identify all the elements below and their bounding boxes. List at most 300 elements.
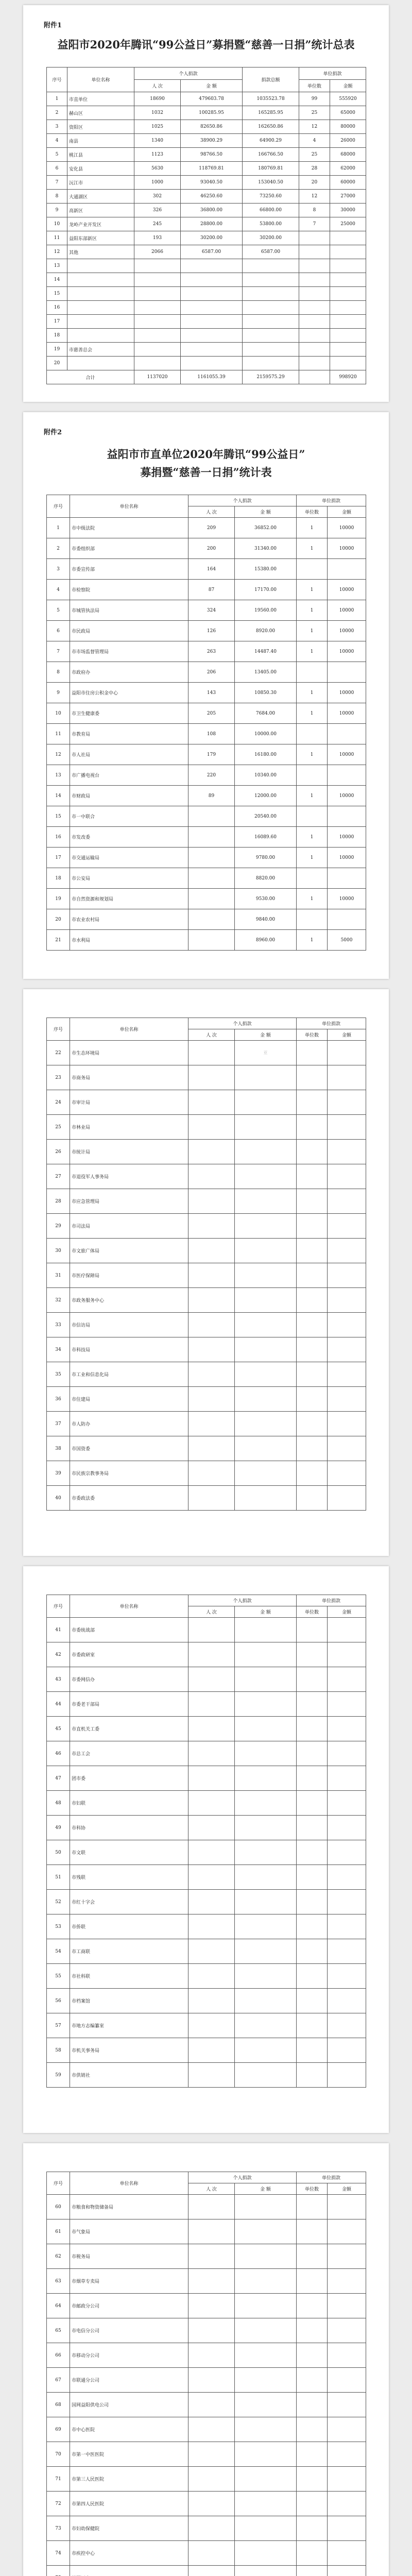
row-unit-name: 国网益阳供电公司 <box>70 2393 188 2417</box>
row-seq: 25 <box>47 1115 70 1140</box>
row-amount <box>235 2244 297 2269</box>
row-amount <box>235 1618 297 1642</box>
row-unit-count <box>297 1717 328 1741</box>
table-row <box>47 148 366 162</box>
row-amount: 100285.95 <box>181 106 243 120</box>
row-unit-count <box>297 2269 328 2294</box>
table-row <box>47 1766 366 1791</box>
row-unit-amount <box>328 2269 366 2294</box>
table-row <box>47 1436 366 1461</box>
row-amount <box>181 329 243 343</box>
row-count <box>188 1313 235 1337</box>
table-row <box>47 2318 366 2343</box>
row-unit-count <box>297 909 328 930</box>
table-row <box>47 827 366 848</box>
row-unit-amount: 10000 <box>328 744 366 765</box>
row-count: 89 <box>188 786 235 806</box>
col-unit: 单位名称 <box>70 2172 188 2195</box>
row-unit-amount <box>330 343 366 357</box>
row-seq: 57 <box>47 2013 70 2038</box>
row-unit-amount: 68000 <box>330 148 366 162</box>
row-unit-amount: 25000 <box>330 217 366 231</box>
row-amount <box>235 1865 297 1890</box>
row-seq: 46 <box>47 1741 70 1766</box>
col-seq: 序号 <box>47 1018 70 1041</box>
row-unit-name: 市委统战部 <box>70 1618 188 1642</box>
row-count <box>188 1041 235 1065</box>
row-unit-count <box>297 1387 328 1412</box>
row-total <box>243 343 299 357</box>
row-unit-amount <box>328 1914 366 1939</box>
total-unit-count <box>299 370 330 384</box>
row-seq: 27 <box>47 1164 70 1189</box>
row-amount <box>235 1288 297 1313</box>
col-unit-donation: 单位捐款 <box>297 2172 366 2183</box>
row-unit-name: 市委宣传部 <box>70 559 188 580</box>
table-row <box>47 2467 366 2492</box>
row-unit-count <box>297 1214 328 1239</box>
row-seq: 14 <box>47 786 70 806</box>
row-unit-count <box>297 2566 328 2576</box>
row-unit-count <box>297 2343 328 2368</box>
row-count <box>188 2038 235 2063</box>
row-unit-name: 市林业局 <box>70 1115 188 1140</box>
table-row <box>47 1964 366 1989</box>
row-amount <box>235 1263 297 1288</box>
row-unit-name: 市一中联合 <box>70 806 188 827</box>
row-amount <box>235 2516 297 2541</box>
row-seq: 31 <box>47 1263 70 1288</box>
row-amount <box>235 1766 297 1791</box>
row-unit-count <box>297 1692 328 1717</box>
row-amount: 82650.86 <box>181 120 243 134</box>
table-row <box>47 1041 366 1065</box>
row-amount <box>235 2541 297 2566</box>
table-row <box>47 162 366 176</box>
row-unit-amount: 10000 <box>328 538 366 559</box>
row-unit-count <box>297 1239 328 1263</box>
row-count <box>188 1642 235 1667</box>
row-unit-name <box>67 301 134 315</box>
row-count <box>188 848 235 868</box>
table-row <box>47 1890 366 1914</box>
row-count: 179 <box>188 744 235 765</box>
row-unit-name: 市直单位 <box>67 92 134 106</box>
col-unit-amount: 金额 <box>328 1606 366 1618</box>
col-amount: 金 额 <box>235 2183 297 2195</box>
table-row <box>47 806 366 827</box>
row-count <box>188 1791 235 1816</box>
table-row <box>47 120 366 134</box>
row-amount: 20540.00 <box>235 806 297 827</box>
row-count: 108 <box>188 724 235 744</box>
row-seq: 19 <box>47 343 67 357</box>
row-count <box>188 1115 235 1140</box>
table-row <box>47 287 366 301</box>
row-unit-name: 市交通运输局 <box>70 848 188 868</box>
row-unit-count <box>297 765 328 786</box>
units-table <box>46 1595 366 2088</box>
row-unit-name: 市烟草专卖局 <box>70 2269 188 2294</box>
row-amount <box>235 1140 297 1164</box>
table-row <box>47 518 366 538</box>
row-seq: 36 <box>47 1387 70 1412</box>
row-amount: 13405.00 <box>235 662 297 683</box>
row-unit-name: 市委组织部 <box>70 538 188 559</box>
row-unit-amount <box>328 1412 366 1436</box>
table-row <box>47 245 366 259</box>
row-unit-count <box>297 2467 328 2492</box>
row-unit-amount: 10000 <box>328 641 366 662</box>
row-amount <box>235 2195 297 2219</box>
table-row <box>47 703 366 724</box>
row-unit-name: 市地方志编纂室 <box>70 2013 188 2038</box>
col-unit-donation: 单位捐款 <box>297 1595 366 1606</box>
row-count <box>188 2219 235 2244</box>
row-unit-name: 市机关事务局 <box>70 2038 188 2063</box>
row-unit-amount <box>328 1939 366 1964</box>
row-unit-name: 市广播电视台 <box>70 765 188 786</box>
row-total: 64900.29 <box>243 134 299 148</box>
row-seq: 21 <box>47 930 70 951</box>
row-unit-count <box>297 2038 328 2063</box>
row-unit-name: 市司法局 <box>70 1214 188 1239</box>
table-row <box>47 641 366 662</box>
row-seq: 8 <box>47 662 70 683</box>
row-seq: 28 <box>47 1189 70 1214</box>
row-seq: 68 <box>47 2393 70 2417</box>
row-unit-amount: 30000 <box>330 204 366 217</box>
row-seq: 52 <box>47 1890 70 1914</box>
row-seq: 18 <box>47 868 70 889</box>
row-seq: 1 <box>47 518 70 538</box>
row-unit-name: 桃江县 <box>67 148 134 162</box>
row-unit-amount <box>328 724 366 744</box>
row-seq: 7 <box>47 176 67 190</box>
row-unit-name <box>67 357 134 370</box>
row-unit-amount <box>330 315 366 329</box>
row-unit-amount <box>328 2417 366 2442</box>
table-row <box>47 2294 366 2318</box>
row-seq: 35 <box>47 1362 70 1387</box>
table-row <box>47 2269 366 2294</box>
col-unit-count: 单位数 <box>297 1029 328 1041</box>
row-unit-name <box>67 329 134 343</box>
row-unit-amount <box>328 1791 366 1816</box>
row-unit-count <box>297 1041 328 1065</box>
row-unit-name: 市生态环境局 <box>70 1041 188 1065</box>
row-seq: 9 <box>47 204 67 217</box>
row-seq: 16 <box>47 301 67 315</box>
row-seq: 56 <box>47 1989 70 2013</box>
row-total: 166766.50 <box>243 148 299 162</box>
row-unit-count <box>297 1865 328 1890</box>
table-row <box>47 106 366 120</box>
page-5 <box>23 2143 389 2576</box>
row-amount <box>235 1090 297 1115</box>
row-amount <box>235 1840 297 1865</box>
row-seq: 67 <box>47 2368 70 2393</box>
row-amount: 31340.00 <box>235 538 297 559</box>
col-unit-donation: 单位捐款 <box>297 495 366 506</box>
row-unit-amount <box>328 1288 366 1313</box>
row-count: 220 <box>188 765 235 786</box>
row-unit-amount <box>328 2318 366 2343</box>
table-row <box>47 1667 366 1692</box>
row-count <box>188 868 235 889</box>
row-unit-amount <box>328 1337 366 1362</box>
row-count <box>188 2195 235 2219</box>
row-seq: 30 <box>47 1239 70 1263</box>
row-seq: 3 <box>47 120 67 134</box>
row-unit-count <box>297 868 328 889</box>
row-unit-name: 市自然资源和规划局 <box>70 889 188 909</box>
row-amount: 9780.00 <box>235 848 297 868</box>
table-row <box>47 1840 366 1865</box>
row-unit-amount <box>328 662 366 683</box>
table-row <box>47 301 366 315</box>
row-amount: 12000.00 <box>235 786 297 806</box>
row-amount <box>235 2294 297 2318</box>
row-seq: 18 <box>47 329 67 343</box>
row-count <box>134 259 181 273</box>
col-unit: 单位名称 <box>70 1018 188 1041</box>
table-row <box>47 889 366 909</box>
row-unit-amount: 60000 <box>330 176 366 190</box>
row-unit-amount <box>328 1189 366 1214</box>
row-seq <box>47 2566 70 2576</box>
row-amount <box>181 259 243 273</box>
col-unit: 单位名称 <box>70 1595 188 1618</box>
row-amount: 8820.00 <box>235 868 297 889</box>
row-count <box>188 930 235 951</box>
row-unit-amount: 5000 <box>328 930 366 951</box>
row-seq: 62 <box>47 2244 70 2269</box>
table-row <box>47 92 366 106</box>
row-unit-name: 市人社局 <box>70 744 188 765</box>
col-seq: 序号 <box>47 495 70 518</box>
row-amount: 98766.50 <box>181 148 243 162</box>
row-total: 153040.50 <box>243 176 299 190</box>
table-row <box>47 1989 366 2013</box>
row-count: 18690 <box>134 92 181 106</box>
row-unit-count <box>297 1486 328 1511</box>
row-unit-count <box>297 662 328 683</box>
table-row <box>47 909 366 930</box>
row-unit-count <box>297 1090 328 1115</box>
row-count <box>188 1741 235 1766</box>
row-count: 206 <box>188 662 235 683</box>
row-unit-name: 市粮食和物资储备局 <box>70 2195 188 2219</box>
table-row <box>47 2566 366 2576</box>
row-seq: 43 <box>47 1667 70 1692</box>
row-seq: 45 <box>47 1717 70 1741</box>
row-total <box>243 329 299 343</box>
table-row <box>47 2038 366 2063</box>
row-total: 30200.00 <box>243 231 299 245</box>
row-seq: 6 <box>47 621 70 641</box>
row-count <box>134 329 181 343</box>
row-seq: 17 <box>47 315 67 329</box>
table-row <box>47 134 366 148</box>
row-amount <box>235 2063 297 2088</box>
table-row <box>47 2195 366 2219</box>
table-row <box>47 1461 366 1486</box>
col-unit-count: 单位数 <box>297 2183 328 2195</box>
table-row <box>47 259 366 273</box>
row-unit-amount: 555920 <box>330 92 366 106</box>
row-seq: 5 <box>47 600 70 621</box>
table-row <box>47 1214 366 1239</box>
row-seq: 50 <box>47 1840 70 1865</box>
page-4 <box>23 1566 389 2133</box>
row-unit-count <box>297 1263 328 1288</box>
table-row <box>47 315 366 329</box>
row-unit-count <box>299 315 330 329</box>
row-seq: 2 <box>47 106 67 120</box>
row-unit-count: 1 <box>297 641 328 662</box>
summary-body <box>47 92 366 384</box>
row-count <box>188 1412 235 1436</box>
row-unit-count <box>299 357 330 370</box>
row-unit-name: 市委政研室 <box>70 1642 188 1667</box>
row-amount: 36800.00 <box>181 204 243 217</box>
table-row <box>47 1717 366 1741</box>
row-total: 73250.60 <box>243 190 299 204</box>
row-unit-count <box>297 1642 328 1667</box>
row-unit-amount <box>328 1667 366 1692</box>
row-unit-amount <box>328 1618 366 1642</box>
row-unit-name: 市财政局 <box>70 786 188 806</box>
col-amount: 金 额 <box>235 506 297 518</box>
row-unit-count <box>297 2442 328 2467</box>
row-unit-count <box>297 1816 328 1840</box>
row-unit-amount <box>328 1387 366 1412</box>
row-unit-amount <box>328 765 366 786</box>
table-row <box>47 683 366 703</box>
row-count <box>188 2063 235 2088</box>
row-seq: 69 <box>47 2417 70 2442</box>
row-count <box>188 1461 235 1486</box>
row-seq: 49 <box>47 1816 70 1840</box>
row-unit-amount: 10000 <box>328 600 366 621</box>
row-amount <box>235 1667 297 1692</box>
row-seq: 65 <box>47 2318 70 2343</box>
row-count: 205 <box>188 703 235 724</box>
row-unit-count <box>299 329 330 343</box>
row-unit-amount <box>328 1741 366 1766</box>
row-unit-name: 市水利局 <box>70 930 188 951</box>
row-unit-count <box>297 2393 328 2417</box>
row-seq: 51 <box>47 1865 70 1890</box>
row-unit-amount: 10000 <box>328 786 366 806</box>
row-seq: 72 <box>47 2492 70 2516</box>
row-unit-amount <box>328 1263 366 1288</box>
row-unit-count <box>297 1189 328 1214</box>
col-personal: 个人捐款 <box>188 2172 297 2183</box>
row-unit-amount <box>328 806 366 827</box>
row-count <box>188 1065 235 1090</box>
table-row <box>47 1239 366 1263</box>
row-unit-count: 1 <box>297 827 328 848</box>
row-seq: 63 <box>47 2269 70 2294</box>
row-unit-name: 市电信分公司 <box>70 2318 188 2343</box>
row-unit-count <box>299 273 330 287</box>
row-amount: 6587.00 <box>181 245 243 259</box>
row-unit-count <box>297 1140 328 1164</box>
table-row <box>47 1065 366 1090</box>
row-count <box>188 2269 235 2294</box>
row-amount: 10850.30 <box>235 683 297 703</box>
row-unit-name: 资阳区 <box>67 120 134 134</box>
row-seq: 15 <box>47 806 70 827</box>
row-unit-name: 市侨联 <box>70 1914 188 1939</box>
row-count <box>134 287 181 301</box>
row-count <box>188 1667 235 1692</box>
row-count <box>188 1717 235 1741</box>
page-title-line1: 益阳市市直单位2020年腾讯“99公益日” <box>107 448 305 461</box>
row-unit-name: 市档案馆 <box>70 1989 188 2013</box>
row-total <box>243 273 299 287</box>
row-unit-name: 市国资委 <box>70 1436 188 1461</box>
row-unit-count <box>299 231 330 245</box>
row-amount <box>235 1914 297 1939</box>
row-unit-name: 市工商联 <box>70 1939 188 1964</box>
row-unit-amount <box>328 1461 366 1486</box>
row-unit-count: 1 <box>297 538 328 559</box>
row-unit-name: 市联通分公司 <box>70 2368 188 2393</box>
row-unit-amount <box>328 2219 366 2244</box>
row-amount <box>235 1041 297 1065</box>
row-unit-name: 市第四人民医院 <box>70 2492 188 2516</box>
row-total <box>243 287 299 301</box>
row-unit-count <box>297 2417 328 2442</box>
col-unit-amount: 金额 <box>328 2183 366 2195</box>
faint-mark: 亚 <box>263 1050 268 1055</box>
row-unit-name: 市中级法院 <box>70 518 188 538</box>
row-unit-count <box>297 1766 328 1791</box>
row-unit-count: 1 <box>297 683 328 703</box>
row-unit-amount: 65000 <box>330 106 366 120</box>
row-unit-amount <box>328 2343 366 2368</box>
row-unit-count: 7 <box>299 217 330 231</box>
page-1 <box>23 5 389 402</box>
row-amount: 46250.60 <box>181 190 243 204</box>
row-unit-amount <box>328 1214 366 1239</box>
row-seq: 71 <box>47 2467 70 2492</box>
row-count <box>188 2244 235 2269</box>
col-unit-count: 单位数 <box>297 506 328 518</box>
table-row <box>47 1914 366 1939</box>
row-seq: 23 <box>47 1065 70 1090</box>
row-unit-amount <box>328 2492 366 2516</box>
row-seq: 53 <box>47 1914 70 1939</box>
row-amount <box>235 1239 297 1263</box>
row-unit-name: 市税务局 <box>70 2244 188 2269</box>
table-row <box>47 1741 366 1766</box>
row-unit-count <box>297 1065 328 1090</box>
table-row <box>47 190 366 204</box>
row-seq: 17 <box>47 848 70 868</box>
row-seq: 20 <box>47 909 70 930</box>
row-unit-name: 市检察院 <box>70 580 188 600</box>
row-unit-name: 市住建局 <box>70 1387 188 1412</box>
row-count <box>188 2417 235 2442</box>
col-personal: 个人捐款 <box>188 1595 297 1606</box>
col-unit-amount: 金额 <box>328 1029 366 1041</box>
row-unit-count <box>297 806 328 827</box>
table-row <box>47 868 366 889</box>
